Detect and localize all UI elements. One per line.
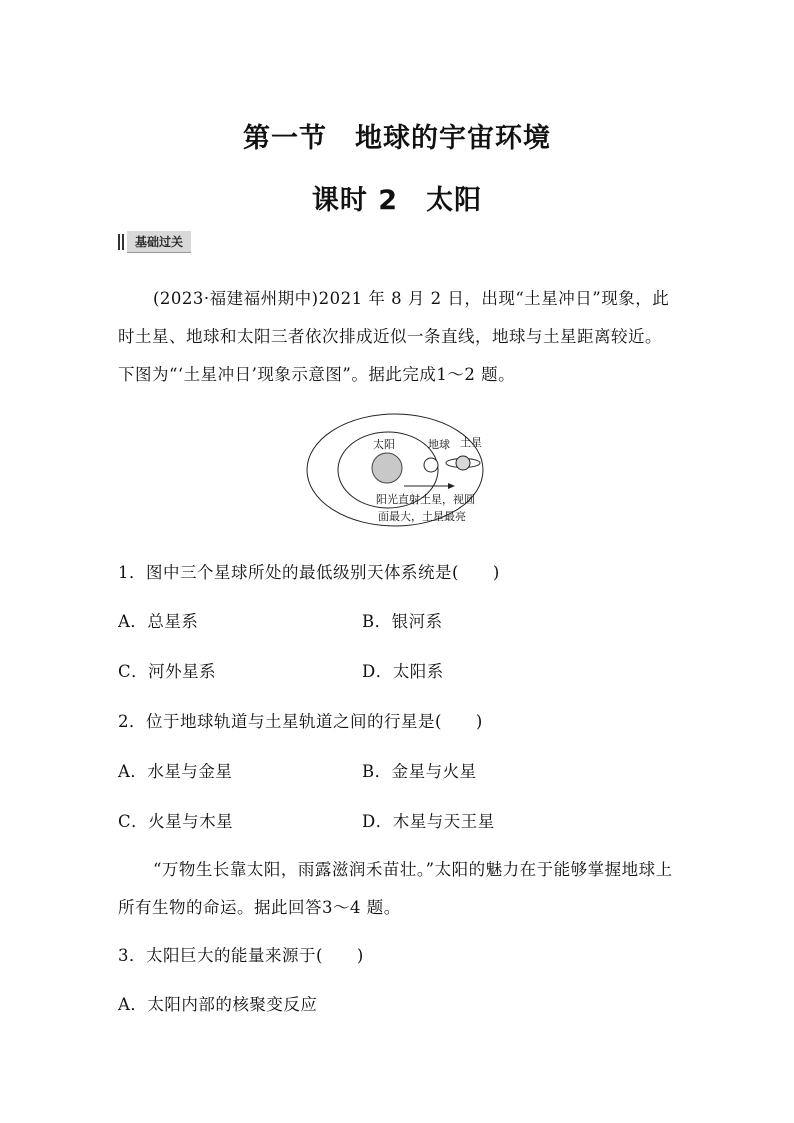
sun-label: 太阳 <box>373 438 395 451</box>
section-badge <box>118 232 191 252</box>
passage-1: (2023·福建福州期中)2021 年 8 月 2 日，出现“土星冲日”现象，此时土星、地球和太阳三者依次排成近似一条直线，地球与土星距离较近。下图为“‘土星冲日’现象示意图”。据此完成1～2 题。 <box>118 289 670 384</box>
saturn-icon <box>456 456 470 470</box>
question-3-stem: 3．太阳巨大的能量来源于( ) <box>118 946 364 965</box>
q1-option-d: D．太阳系 <box>362 662 444 681</box>
q3-option-a: A．太阳内部的核聚变反应 <box>118 995 318 1014</box>
sun-icon <box>372 453 402 483</box>
earth-label: 地球 <box>428 438 450 451</box>
arrow-head-icon <box>448 483 455 489</box>
lesson-subtitle: 课时 2 太阳 <box>311 185 483 216</box>
q2-option-d: D．木星与天王星 <box>362 812 495 831</box>
question-2-stem: 2．位于地球轨道与土星轨道之间的行星是( ) <box>118 712 483 731</box>
section-badge-label: 基础过关 <box>127 231 191 253</box>
diagram-note-line2: 面最大，土星最亮 <box>378 510 466 523</box>
passage-2: “万物生长靠太阳，雨露滋润禾苗壮。”太阳的魅力在于能够掌握地球上所有生物的命运。据此回答3～4 题。 <box>118 860 673 917</box>
q1-option-b: B．银河系 <box>362 612 443 631</box>
earth-icon <box>424 458 438 472</box>
q2-option-c: C．火星与木星 <box>118 812 234 831</box>
q1-option-a: A．总星系 <box>118 612 199 631</box>
question-1-stem: 1．图中三个星球所处的最低级别天体系统是( ) <box>118 563 500 582</box>
saturn-opposition-diagram <box>300 412 500 532</box>
saturn-label: 土星 <box>460 436 482 449</box>
diagram-note-line1: 阳光直射土星，视圆 <box>376 493 475 506</box>
page-title: 第一节 地球的宇宙环境 <box>243 123 551 154</box>
q2-option-b: B．金星与火星 <box>362 762 477 781</box>
q2-option-a: A．水星与金星 <box>118 762 233 781</box>
q1-option-c: C．河外星系 <box>118 662 217 681</box>
badge-bars-icon <box>118 234 124 250</box>
